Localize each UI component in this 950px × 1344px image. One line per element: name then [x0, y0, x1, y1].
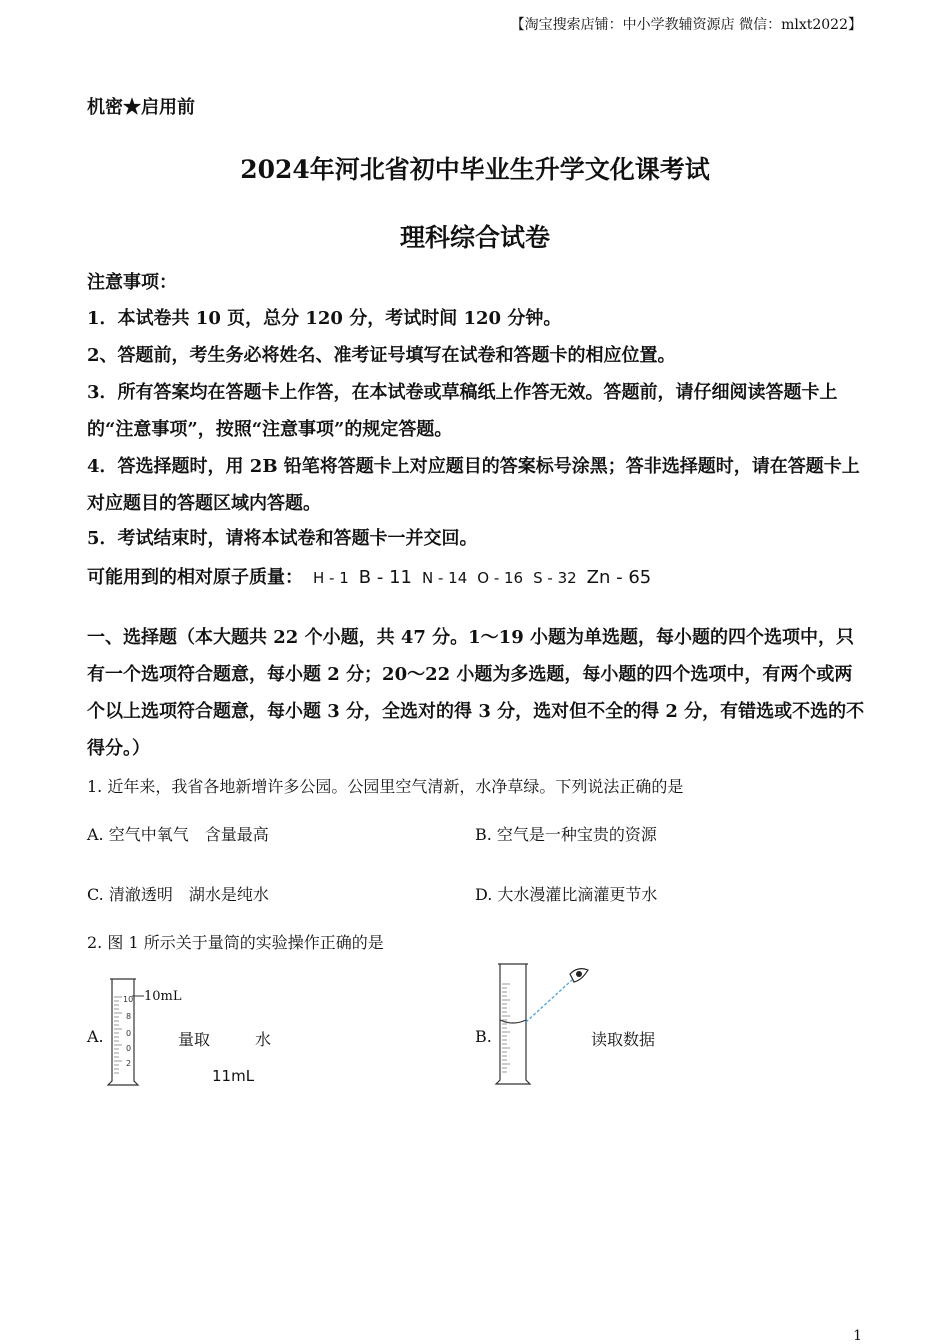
atomic-mass-label: 可能用到的相对原子质量： — [87, 567, 303, 588]
mass-zn: Zn - 65 — [586, 567, 652, 588]
question-1-stem: 1. 近年来，我省各地新增许多公园。公园里空气清新，水净草绿。下列说法正确的是 — [87, 777, 684, 796]
section-one-heading: 一、选择题（本大题共 22 个小题，共 47 分。1～19 小题为单选题，每小题的四个选项中，只有一个选项符合题意，每小题 2 分；20～22 小题为多选题，每小题的四个选项中，有两个或两个以上选项符合题意，每小题 3 分，全选对的得 3 分，选对但不全的得 2 分，有错选或不选的不得分。） — [87, 627, 865, 759]
exam-title: 2024年河北省初中毕业生升学文化课考试 — [240, 155, 710, 184]
cylinder-a-ticks — [114, 997, 122, 1073]
atomic-mass-line — [87, 563, 651, 589]
q1-option-a: A. 空气中氧气 含量最高 — [87, 825, 269, 844]
mass-h: H - 1 — [313, 569, 349, 587]
header-note: 【淘宝搜索店铺：中小学教辅资源店 微信：mlxt2022】 — [510, 17, 862, 33]
cylinder-a-tick-label: 2 — [126, 1059, 132, 1068]
question-2-stem: 2. 图 1 所示关于量筒的实验操作正确的是 — [87, 933, 384, 952]
cylinder-a-figure — [104, 975, 184, 1090]
notice-item-2: 2、答题前，考生务必将姓名、准考证号填写在试卷和答题卡的相应位置。 — [87, 345, 676, 366]
mass-b: B - 11 — [358, 567, 412, 588]
cylinder-a-mark-label: 10mL — [144, 989, 182, 1004]
cylinder-b-ticks — [502, 984, 510, 1072]
graduated-cylinder-icon — [496, 964, 530, 1084]
mass-s: S - 32 — [533, 569, 577, 587]
q2-option-b-letter: B. — [475, 1027, 492, 1046]
meniscus-curve — [500, 1020, 526, 1023]
cylinder-a-tick-label: 0 — [126, 1044, 132, 1053]
mass-o: O - 16 — [477, 569, 524, 587]
q2-option-a-text: 量取 — [178, 1030, 211, 1049]
cylinder-a-tick-label: 10 — [123, 995, 134, 1004]
mass-n: N - 14 — [421, 569, 468, 587]
notice-item-4: 4．答选择题时，用 2B 铅笔将答题卡上对应题目的答案标号涂黑；答非选择题时，请在答题卡上对应题目的答题区域内答题。 — [87, 456, 860, 514]
q1-option-c: C. 清澈透明 湖水是纯水 — [87, 885, 269, 904]
q2-option-a-amount: 11mL — [212, 1067, 255, 1085]
notice-item-5: 5．考试结束时，请将本试卷和答题卡一并交回。 — [87, 528, 478, 549]
cylinder-b-figure — [490, 960, 600, 1090]
notice-item-1: 1．本试卷共 10 页，总分 120 分，考试时间 120 分钟。 — [87, 308, 562, 329]
q2-option-a-text-water: 水 — [255, 1030, 272, 1049]
eye-icon — [570, 969, 588, 982]
q1-option-d: D. 大水漫灌比滴灌更节水 — [475, 885, 658, 904]
q2-option-b-text: 读取数据 — [591, 1030, 656, 1049]
notice-item-3: 3．所有答案均在答题卡上作答，在本试卷或草稿纸上作答无效。答题前，请仔细阅读答题卡上的“注意事项”，按照“注意事项”的规定答题。 — [87, 382, 838, 440]
page-number: 1 — [853, 1328, 862, 1344]
cylinder-a-tick-label: 8 — [126, 1012, 132, 1021]
cylinder-a-tick-label: 0 — [126, 1029, 132, 1038]
exam-subtitle: 理科综合试卷 — [399, 223, 550, 252]
q1-option-b: B. 空气是一种宝贵的资源 — [475, 825, 657, 844]
sight-line — [526, 980, 572, 1022]
q2-option-a-letter: A. — [87, 1027, 104, 1046]
confidential-mark: 机密★启用前 — [87, 97, 195, 118]
notice-heading: 注意事项： — [87, 272, 177, 293]
